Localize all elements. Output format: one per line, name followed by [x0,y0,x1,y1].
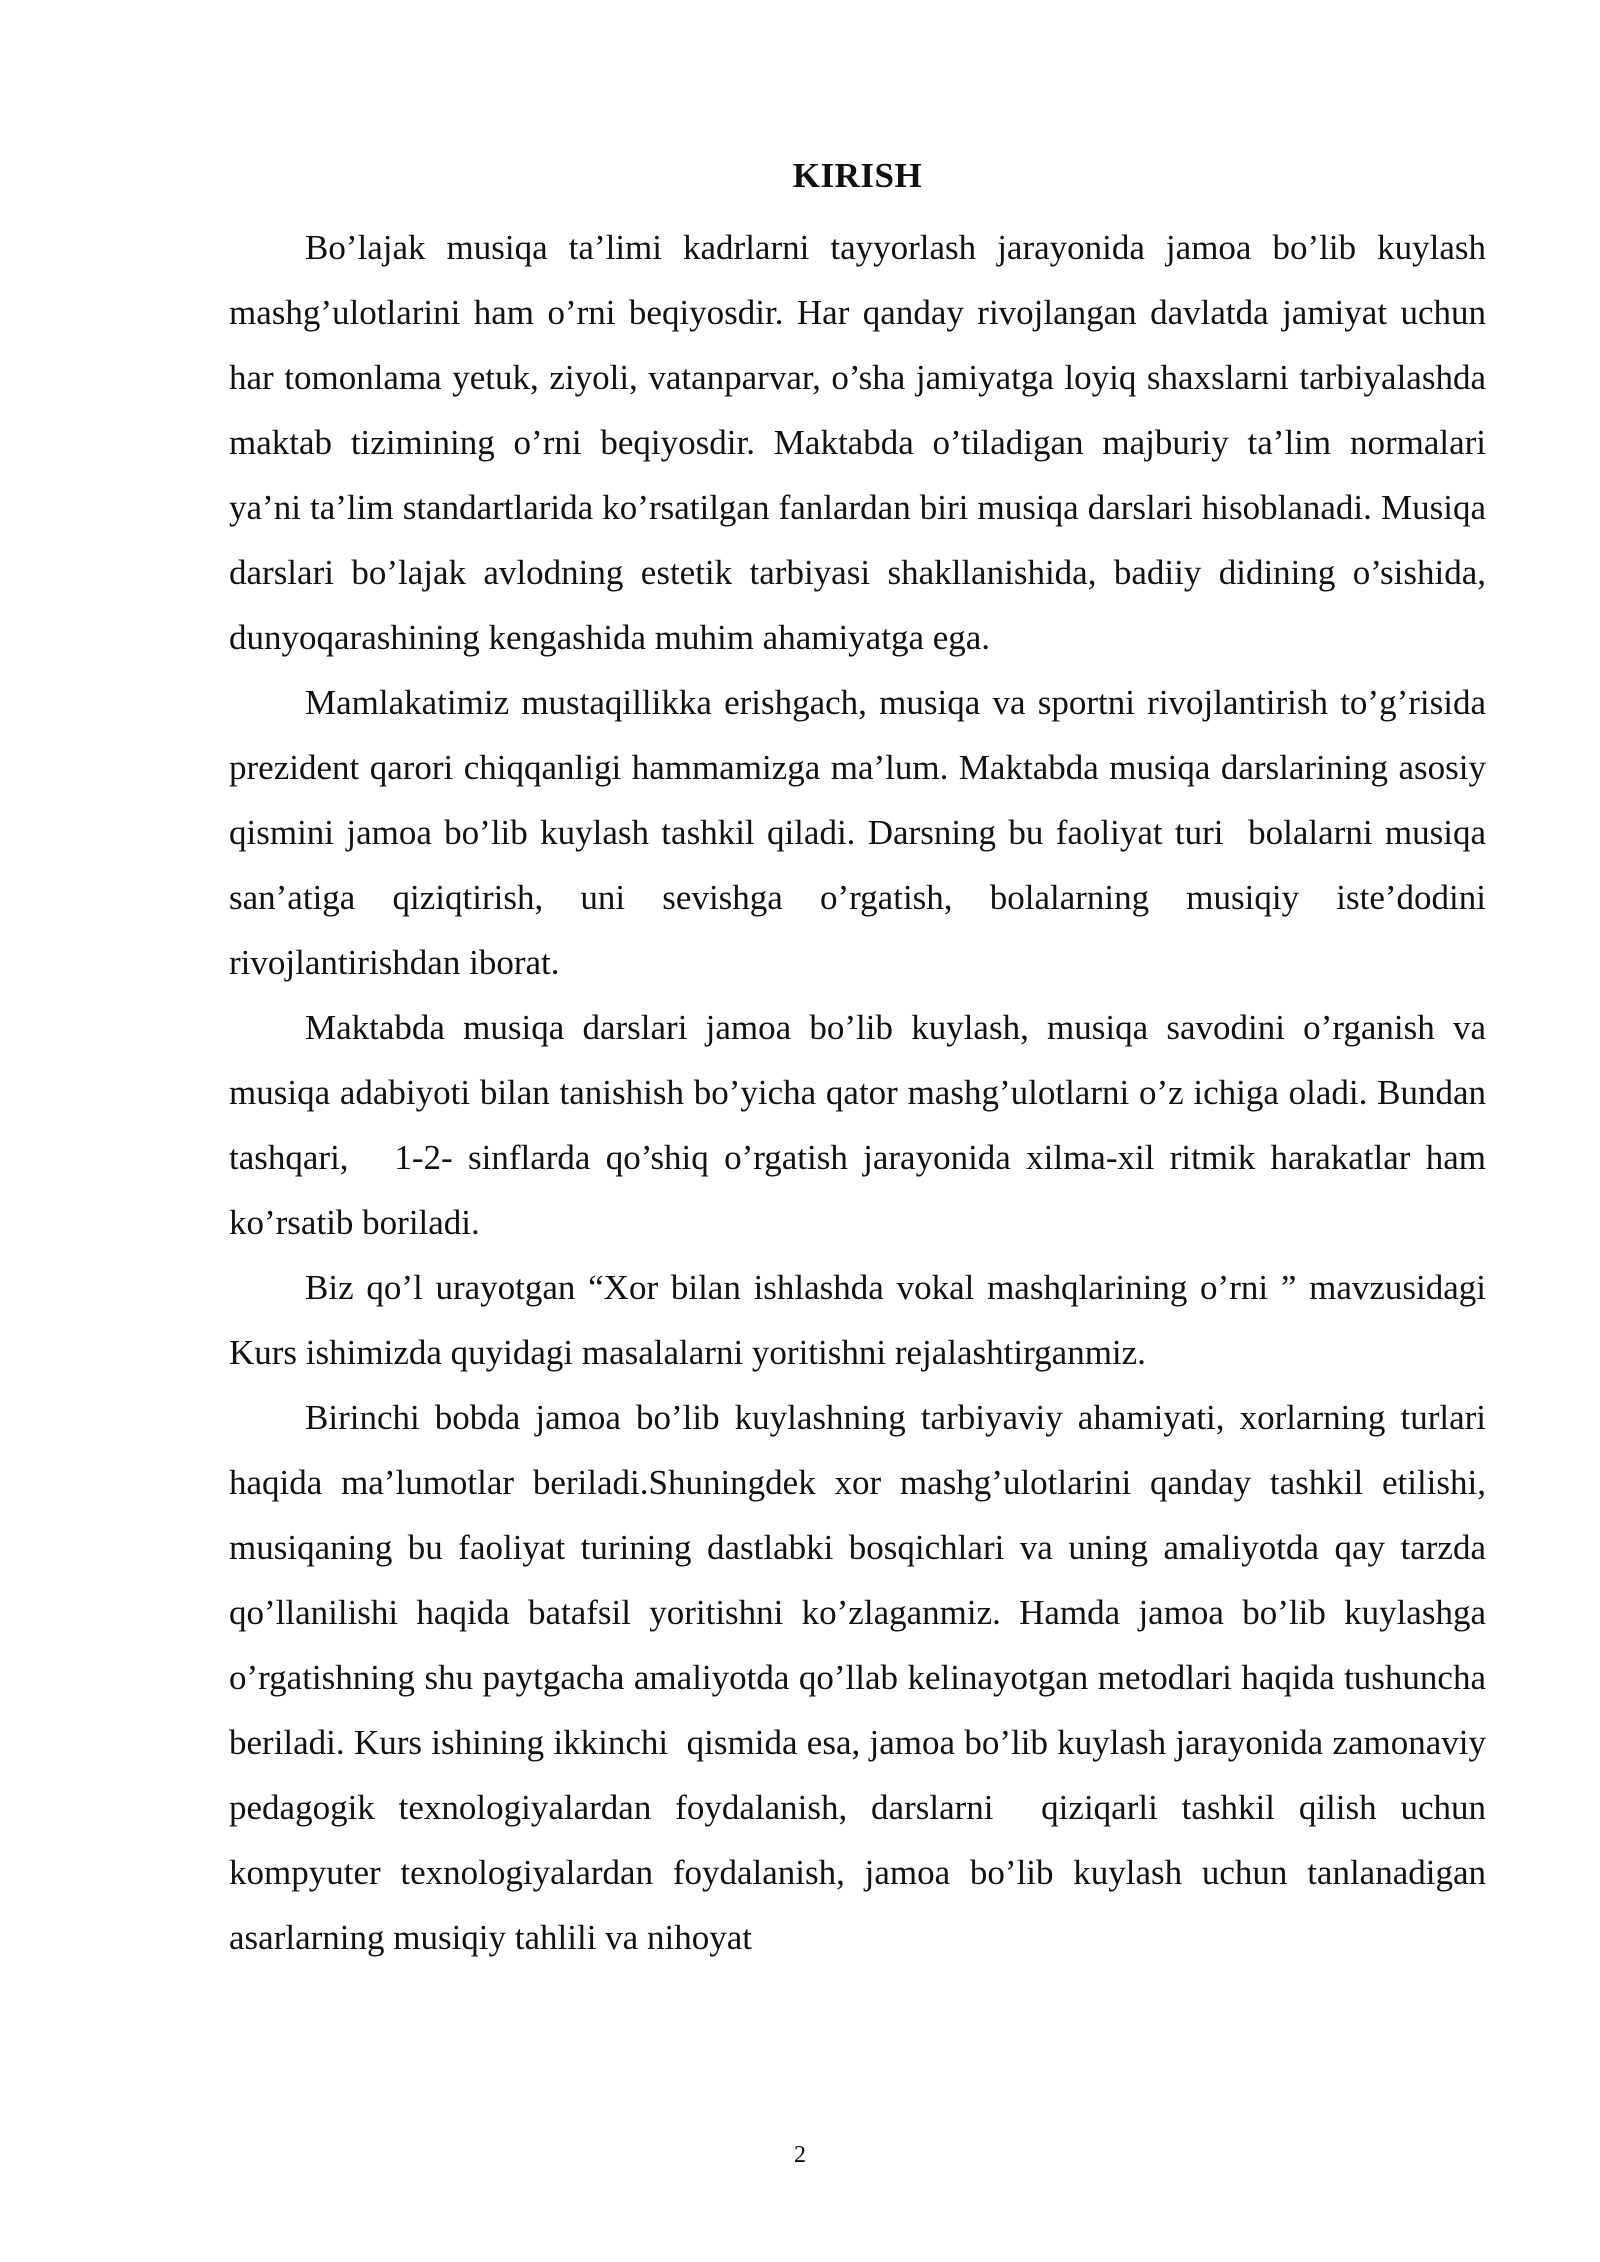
paragraph-3: Maktabda musiqa darslari jamoa bo’lib kuylash, musiqa savodini o’rganish va musiqa adabiyoti bilan tanishish bo’yicha qator mashg’ulotlarni o’z ichiga oladi. Bundan tashqari, 1-2- sinflarda qo’shiq o’rgatish jarayonida xilma-xil ritmik harakatlar ham ko’rsatib boriladi. [229,1008,1495,1242]
page-content [229,150,1504,1970]
paragraph-5: Birinchi bobda jamoa bo’lib kuylashning tarbiyaviy ahamiyati, xorlarning turlari haqida ma’lumotlar beriladi.Shuningdek xor mashg’ulotlarini qanday tashkil etilishi, musiqaning bu faoliyat turining dastlabki bosqichlari va uning amaliyotda qay tarzda qo’llanilishi haqida batafsil yoritishni ko’zlaganmiz. Hamda jamoa bo’lib kuylashga o’rgatishning shu paytgacha amaliyotda qo’llab kelinayotgan metodlari haqida tushuncha beriladi. Kurs ishining ikkinchi qismida esa, jamoa bo’lib kuylash jarayonida zamonaviy pedagogik texnologiyalardan foydalanish, darslarni qiziqarli tashkil qilish uchun kompyuter texnologiyalardan foydalanish, jamoa bo’lib kuylash uchun tanlanadigan asarlarning musiqiy tahlili va nihoyat [229,1398,1495,1957]
section-title: KIRISH [792,156,923,195]
page-number: 2 [794,2142,806,2168]
paragraph-4: Biz qo’l urayotgan “Xor bilan ishlashda vokal mashqlarining o’rni ” mavzusidagi Kurs ishimizda quyidagi masalalarni yoritishni rejalashtirganmiz. [229,1268,1495,1372]
paragraph-2: Mamlakatimiz mustaqillikka erishgach, musiqa va sportni rivojlantirish to’g’risida prezident qarori chiqqanligi hammamizga ma’lum. Maktabda musiqa darslarining asosiy qismini jamoa bo’lib kuylash tashkil qiladi. Darsning bu faoliyat turi bolalarni musiqa san’atiga qiziqtirish, uni sevishga o’rgatish, bolalarning musiqiy iste’dodini rivojlantirishdan iborat. [229,683,1504,982]
paragraph-1: Bo’lajak musiqa ta’limi kadrlarni tayyorlash jarayonida jamoa bo’lib kuylash mashg’ulotlarini ham o’rni beqiyosdir. Har qanday rivojlangan davlatda jamiyat uchun har tomonlama yetuk, ziyoli, vatanparvar, o’sha jamiyatga loyiq shaxslarni tarbiyalashda maktab tizimining o’rni beqiyosdir. Maktabda o’tiladigan majburiy ta’lim normalari ya’ni ta’lim standartlarida ko’rsatilgan fanlardan biri musiqa darslari hisoblanadi. Musiqa darslari bo’lajak avlodning estetik tarbiyasi shakllanishida, badiiy didining o’sishida, dunyoqarashining kengashida muhim ahamiyatga ega. [229,228,1495,657]
